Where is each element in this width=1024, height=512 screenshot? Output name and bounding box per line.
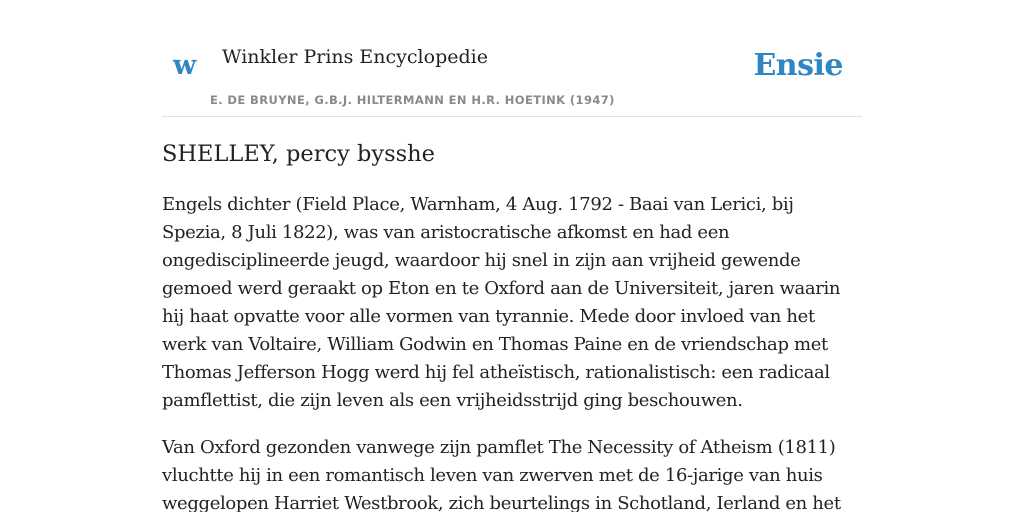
site-title[interactable]: Winkler Prins Encyclopedie xyxy=(222,46,488,68)
article-paragraph: Engels dichter (Field Place, Warnham, 4 Aug. 1792 - Baai van Lerici, bij Spezia, 8 Juli 1822), was van aristocratische afkomst en had een ongedisciplineerde jeugd, waardoor hij snel in zijn aan vrijheid gewende gemoed werd geraakt op Eton en te Oxford aan de Universiteit, jaren waarin hij haat opvatte voor alle vormen van tyrannie. Mede door invloed van het werk van Voltaire, William Godwin en Thomas Paine en de vriendschap met Thomas Jefferson Hogg werd hij fel atheïstisch, rationalistisch: een radicaal pamflettist, die zijn leven als een vrijheidsstrijd ging beschouwen. xyxy=(162,194,841,411)
article-title: SHELLEY, percy bysshe xyxy=(162,141,435,167)
article-body xyxy=(162,191,862,512)
site-header xyxy=(162,0,862,117)
logo-icon[interactable]: w xyxy=(173,50,197,81)
site-authors: E. DE BRUYNE, G.B.J. HILTERMANN EN H.R. HOETINK (1947) xyxy=(210,93,615,107)
brand-logo[interactable]: Ensie xyxy=(753,48,843,83)
article-paragraph: Van Oxford gezonden vanwege zijn pamflet The Necessity of Atheism (1811) vluchtte hij in een romantisch leven van zwerven met de 16-jarige van huis weggelopen Harriet Westbrook, zich beurtelings in Schotland, Ierland en het xyxy=(162,437,841,512)
